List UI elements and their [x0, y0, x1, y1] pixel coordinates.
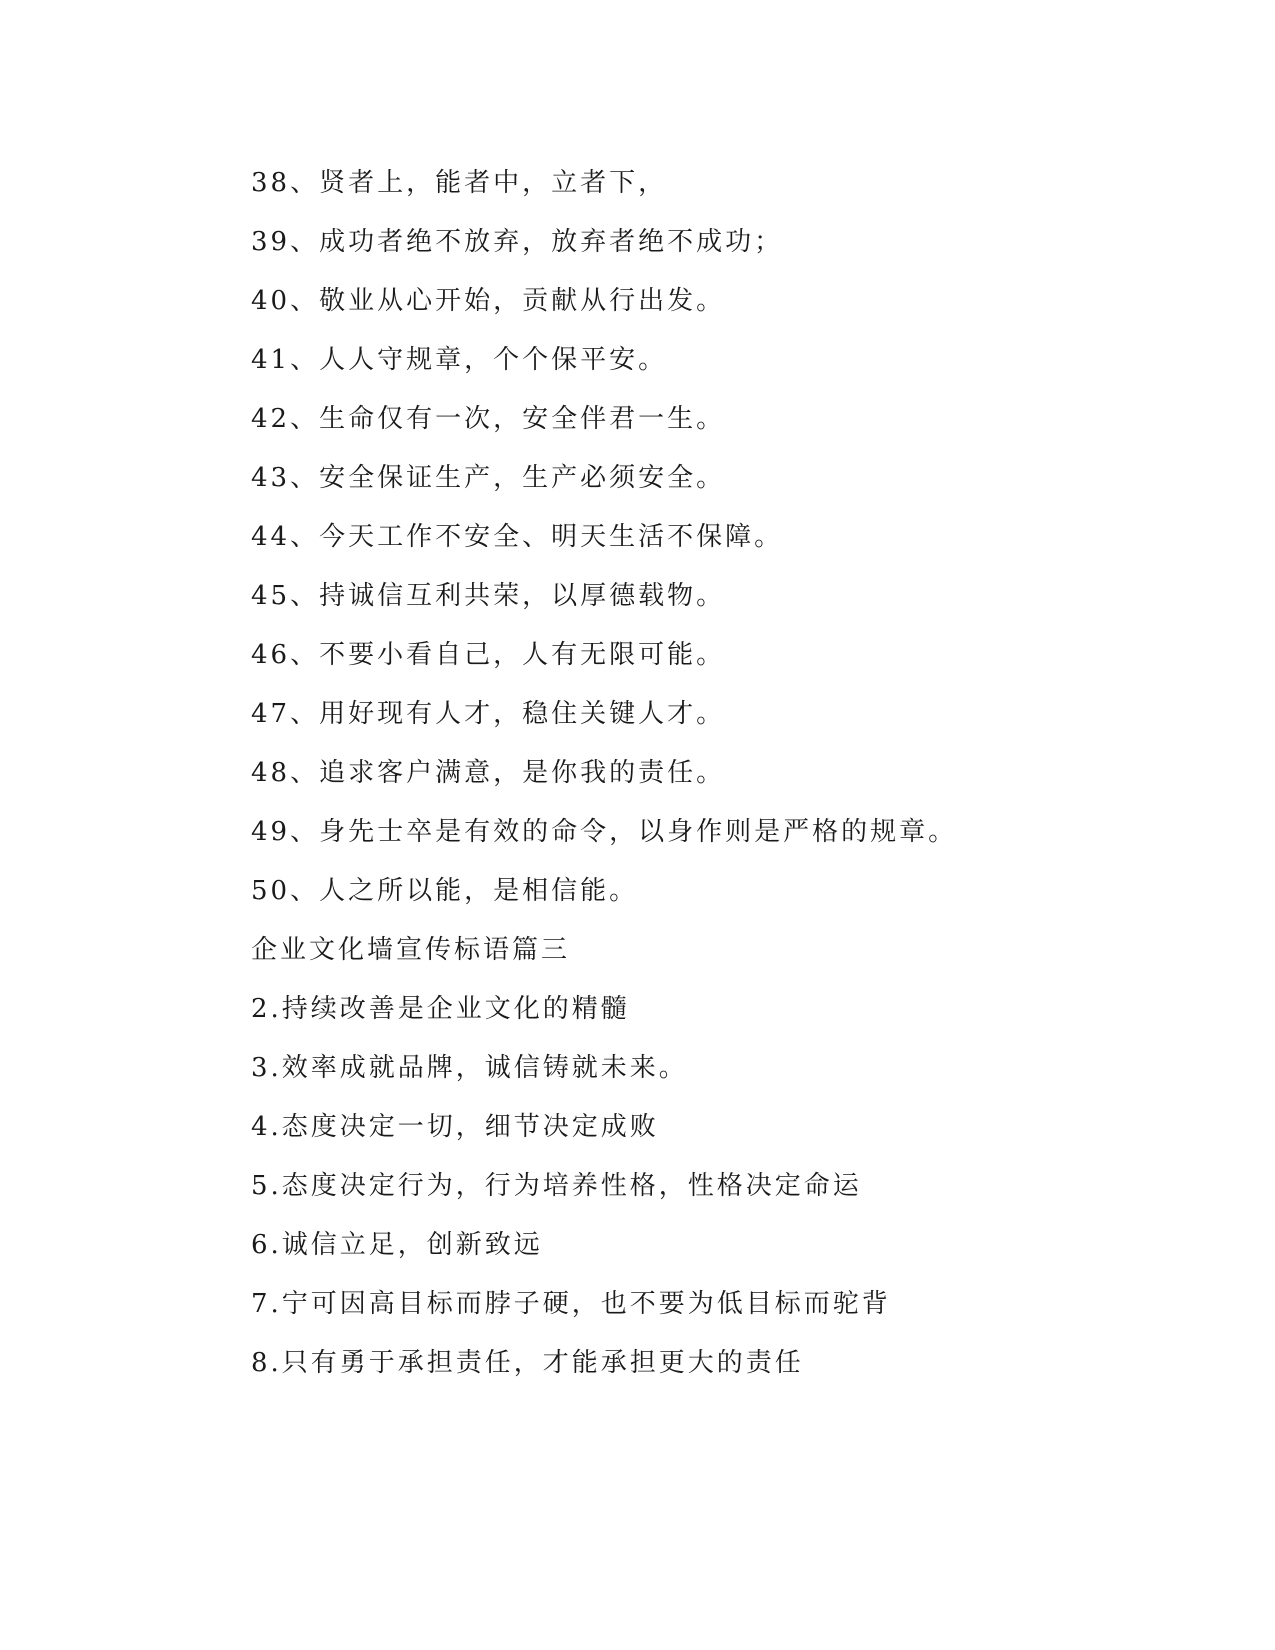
slogan-line-38: 38、贤者上，能者中，立者下， — [251, 168, 668, 198]
slogan-line-43: 43、安全保证生产，生产必须安全。 — [251, 463, 726, 493]
slogan-line-2: 2.持续改善是企业文化的精髓 — [251, 994, 630, 1024]
slogan-line-7: 7.宁可因高目标而脖子硬，也不要为低目标而驼背 — [251, 1289, 891, 1319]
document-body — [251, 160, 1151, 1399]
slogan-line-4: 4.态度决定一切，细节决定成败 — [251, 1112, 659, 1142]
section-heading: 企业文化墙宣传标语篇三 — [251, 935, 571, 965]
slogan-line-40: 40、敬业从心开始，贡献从行出发。 — [251, 286, 726, 316]
slogan-line-48: 48、追求客户满意，是你我的责任。 — [251, 758, 726, 788]
slogan-line-42: 42、生命仅有一次，安全伴君一生。 — [251, 404, 726, 434]
slogan-line-47: 47、用好现有人才，稳住关键人才。 — [251, 699, 726, 729]
slogan-line-3: 3.效率成就品牌，诚信铸就未来。 — [251, 1053, 688, 1083]
slogan-line-44: 44、今天工作不安全、明天生活不保障。 — [251, 522, 784, 552]
slogan-line-8: 8.只有勇于承担责任，才能承担更大的责任 — [251, 1348, 804, 1378]
slogan-line-6: 6.诚信立足，创新致远 — [251, 1230, 543, 1260]
slogan-line-41: 41、人人守规章，个个保平安。 — [251, 345, 668, 375]
slogan-line-46: 46、不要小看自己，人有无限可能。 — [251, 640, 726, 670]
slogan-line-39: 39、成功者绝不放弃，放弃者绝不成功； — [251, 227, 784, 257]
slogan-line-49: 49、身先士卒是有效的命令，以身作则是严格的规章。 — [251, 817, 958, 847]
slogan-line-45: 45、持诚信互利共荣，以厚德载物。 — [251, 581, 726, 611]
slogan-line-50: 50、人之所以能，是相信能。 — [251, 876, 639, 906]
slogan-line-5: 5.态度决定行为，行为培养性格，性格决定命运 — [251, 1171, 862, 1201]
